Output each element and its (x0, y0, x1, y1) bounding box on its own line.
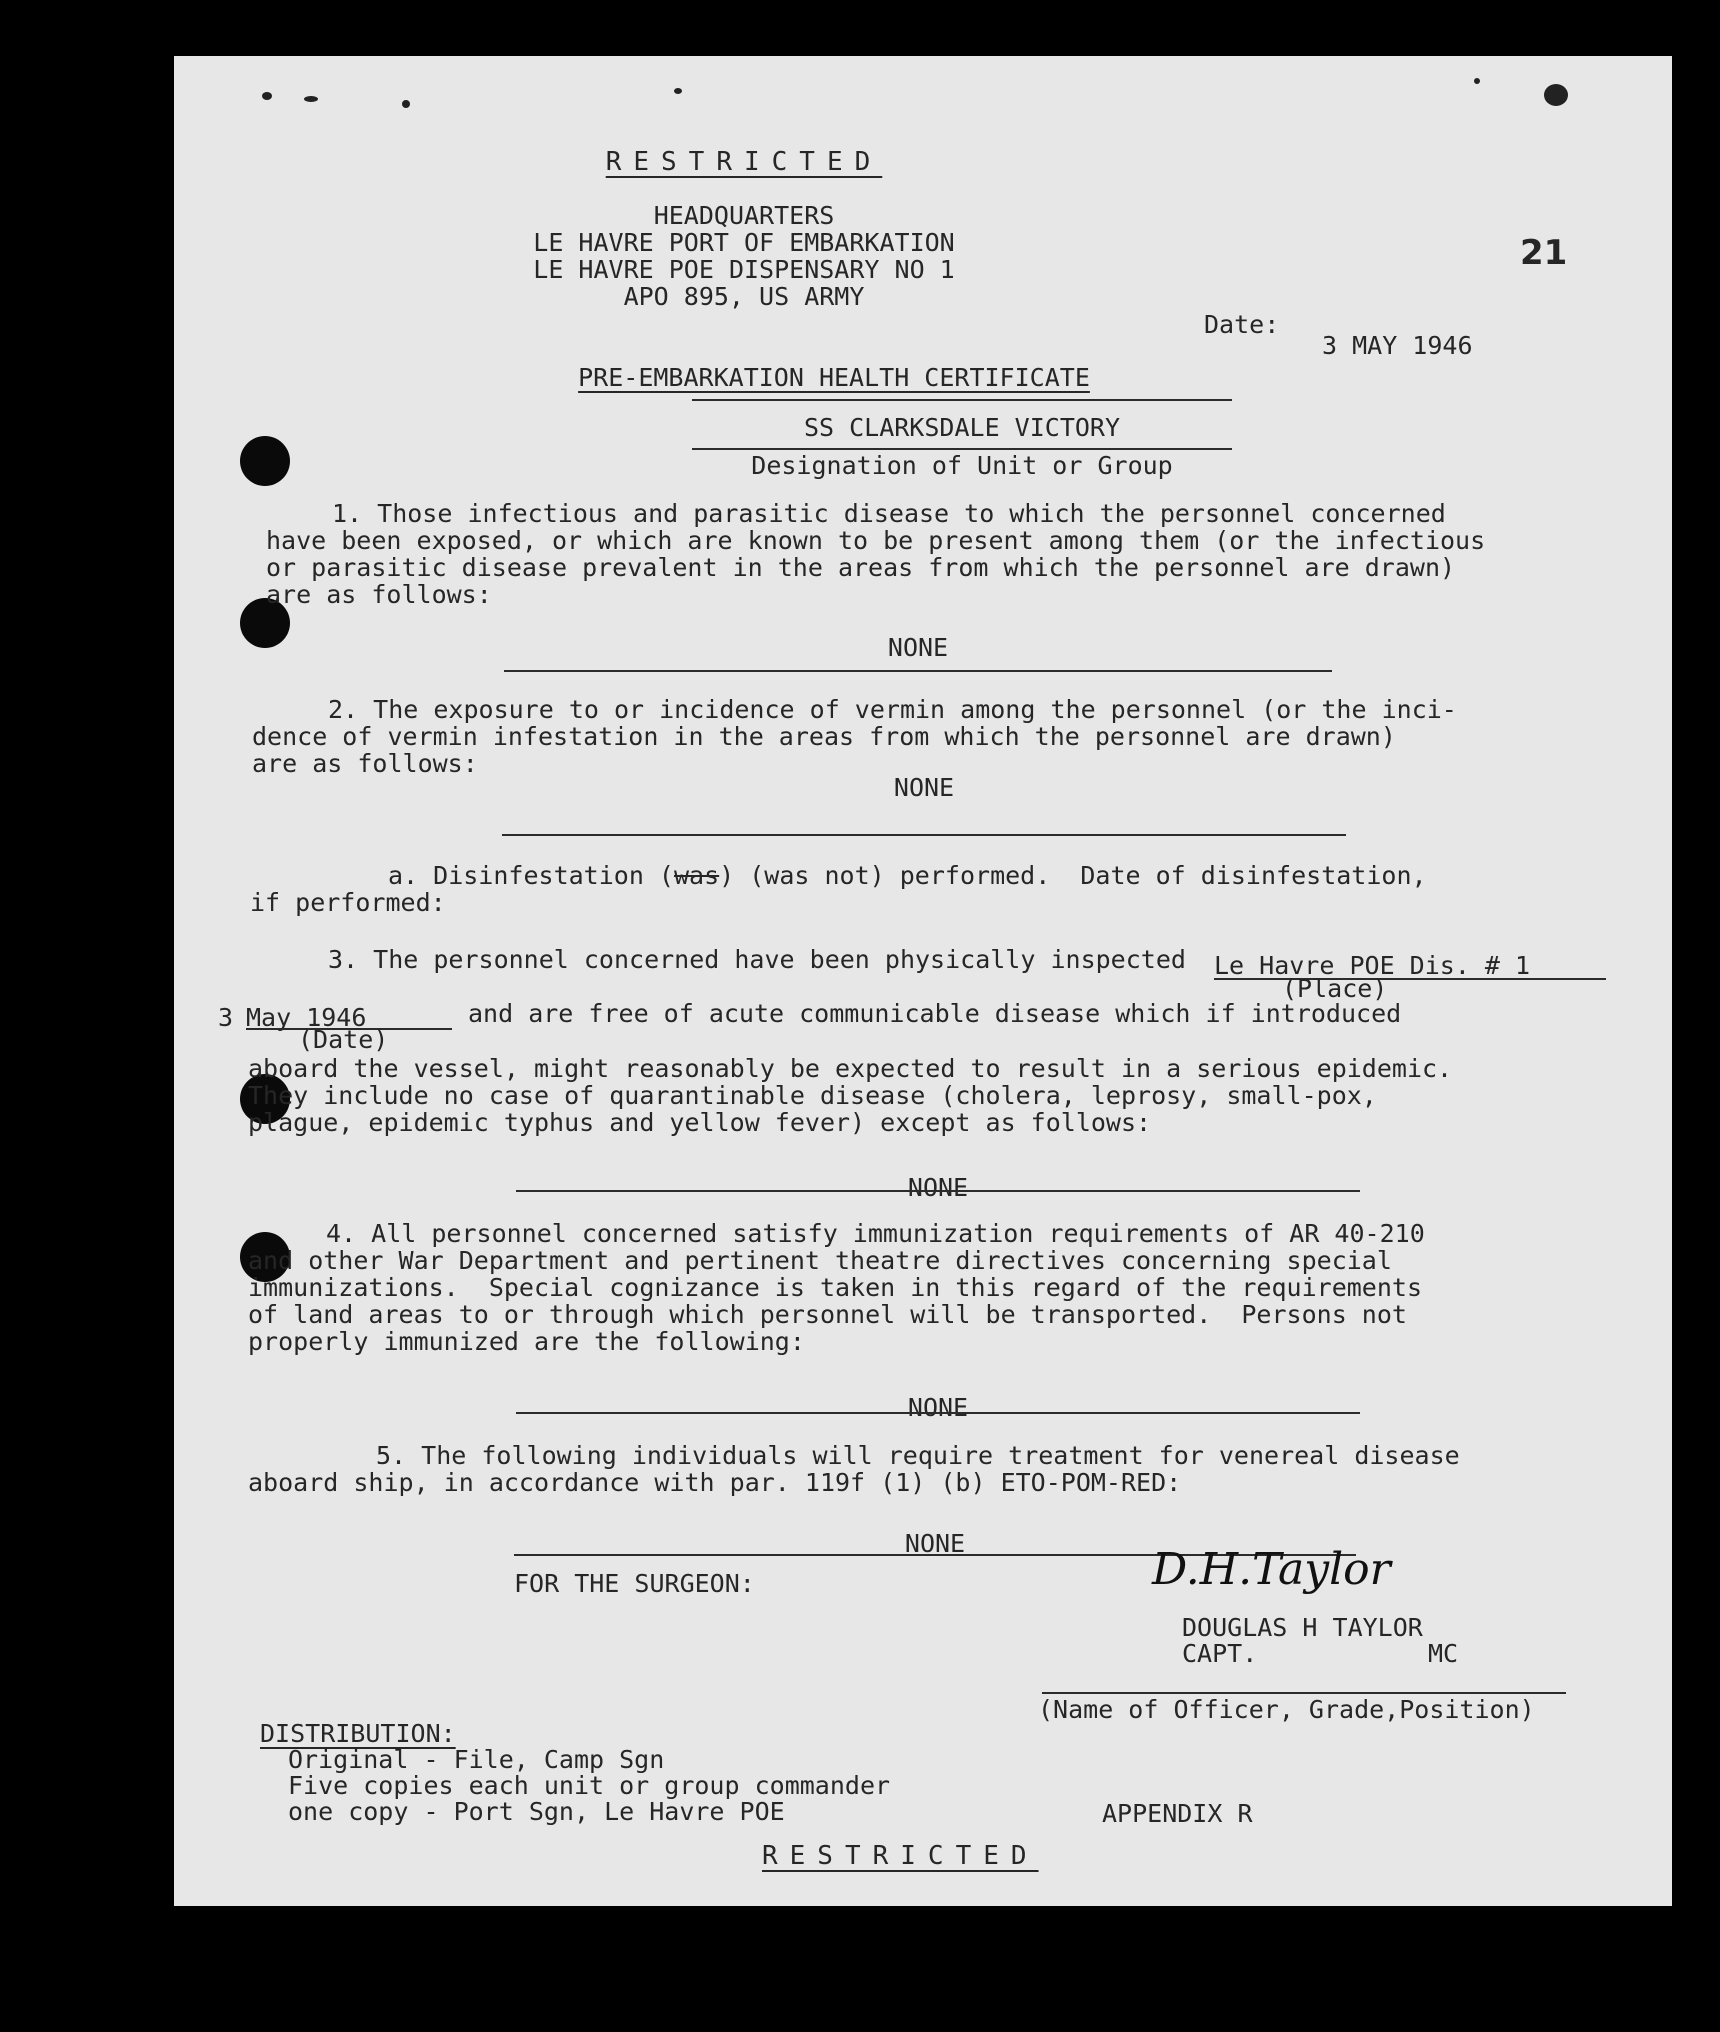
unit-designation-caption: Designation of Unit or Group (751, 451, 1173, 480)
paragraph-3-line-5: plague, epidemic typhus and yellow fever) except as follows: (248, 1108, 1152, 1137)
punch-hole (240, 436, 290, 486)
paragraph-1-line-3: or parasitic disease prevalent in the areas from which the personnel are drawn) (266, 553, 1456, 582)
page-number: 21 (1520, 233, 1568, 273)
paragraph-3-answer-line (516, 1190, 1360, 1192)
officer-caption: (Name of Officer, Grade,Position) (1038, 1695, 1535, 1724)
paragraph-4-line-5: properly immunized are the following: (248, 1327, 805, 1356)
officer-grade: CAPT. (1182, 1639, 1258, 1668)
officer-signature: D.H.Taylor (1152, 1544, 1391, 1595)
document-sheet (174, 56, 1672, 1906)
paragraph-4-line-4: of land areas to or through which personnel will be transported. Persons not (248, 1300, 1407, 1329)
header-line-1: HEADQUARTERS (653, 201, 835, 230)
officer-name: DOUGLAS H TAYLOR (1182, 1613, 1423, 1642)
paragraph-1-line-4: are as follows: (266, 580, 492, 609)
restricted-marking-bottom: RESTRICTED (762, 1841, 1039, 1871)
paragraph-1-answer-line (504, 670, 1332, 672)
paragraph-2a-line-1 (388, 862, 1427, 890)
paragraph-4-answer-line (516, 1412, 1360, 1414)
scan-speck (304, 96, 318, 102)
inspection-place-caption: (Place) (1282, 974, 1388, 1003)
paragraph-2a-post: ) (was not) performed. Date of disinfestation, (719, 861, 1427, 890)
paragraph-4-line-2: and other War Department and pertinent theatre directives concerning special (248, 1246, 1392, 1275)
paragraph-1-line-2: have been exposed, or which are known to be present among them (or the infectious (266, 526, 1486, 555)
date-label: Date: (1204, 310, 1280, 339)
distribution-line-2: Five copies each unit or group commander (288, 1771, 891, 1800)
paragraph-2a-pre: a. Disinfestation ( (388, 861, 674, 890)
distribution-line-1: Original - File, Camp Sgn (288, 1745, 665, 1774)
inspection-date-value: May 1946 (246, 1003, 367, 1032)
paragraph-2-line-2: dence of vermin infestation in the areas from which the personnel are drawn) (252, 722, 1396, 751)
inspection-place-line (1214, 978, 1606, 980)
inspection-date-prefix: 3 (218, 1003, 234, 1032)
restricted-marking-top: RESTRICTED (605, 147, 883, 177)
scan-speck (674, 88, 682, 94)
paragraph-2-answer: NONE (893, 773, 955, 802)
header-line-3: LE HAVRE POE DISPENSARY NO 1 (533, 255, 955, 284)
scan-speck (1544, 84, 1568, 106)
paragraph-2-line-1: 2. The exposure to or incidence of vermin among the personnel (or the inci- (328, 695, 1457, 724)
scan-speck (262, 92, 272, 100)
paragraph-2a-line-2: if performed: (250, 888, 446, 917)
paragraph-1-line-1: 1. Those infectious and parasitic disease to which the personnel concerned (332, 499, 1446, 528)
header-line-2: LE HAVRE PORT OF EMBARKATION (533, 228, 955, 257)
paragraph-3-answer: NONE (907, 1173, 969, 1202)
officer-signature-line (1042, 1692, 1566, 1694)
unit-designation-value: SS CLARKSDALE VICTORY (803, 413, 1121, 442)
paragraph-5-line-2: aboard ship, in accordance with par. 119f (1) (b) ETO-POM-RED: (248, 1468, 1182, 1497)
inspection-place-value: Le Havre POE Dis. # 1 (1214, 951, 1531, 980)
paragraph-4-line-1: 4. All personnel concerned satisfy immunization requirements of AR 40-210 (326, 1219, 1425, 1248)
scan-speck (1474, 78, 1480, 84)
inspection-date-caption: (Date) (298, 1025, 389, 1054)
paragraph-2a-struck-option: was (673, 861, 720, 890)
paragraph-3-line-4: They include no case of quarantinable disease (cholera, leprosy, small-pox, (248, 1081, 1377, 1110)
date-value: 3 MAY 1946 (1322, 331, 1473, 360)
officer-branch: MC (1428, 1639, 1459, 1668)
paragraph-3-line-1: 3. The personnel concerned have been physically inspected (328, 945, 1186, 974)
appendix-label: APPENDIX R (1102, 1799, 1253, 1828)
paragraph-3-line-3: aboard the vessel, might reasonably be expected to result in a serious epidemic. (248, 1054, 1453, 1083)
paragraph-5-answer: NONE (904, 1529, 966, 1558)
paragraph-5-line-1: 5. The following individuals will require treatment for venereal disease (376, 1441, 1460, 1470)
scan-speck (402, 100, 410, 108)
distribution-line-3: one copy - Port Sgn, Le Havre POE (288, 1797, 785, 1826)
unit-designation-line (692, 448, 1232, 450)
paragraph-1-answer: NONE (887, 633, 949, 662)
paragraph-4-answer: NONE (907, 1393, 969, 1422)
paragraph-3-line-2: and are free of acute communicable disease which if introduced (468, 999, 1402, 1028)
header-line-4: APO 895, US ARMY (623, 282, 865, 311)
paragraph-2-answer-line (502, 834, 1346, 836)
certificate-title: PRE-EMBARKATION HEALTH CERTIFICATE (578, 363, 1090, 392)
for-the-surgeon-label: FOR THE SURGEON: (514, 1569, 755, 1598)
title-double-underline (692, 399, 1232, 401)
paragraph-2-line-3: are as follows: (252, 749, 478, 778)
paragraph-4-line-3: immunizations. Special cognizance is taken in this regard of the requirements (248, 1273, 1422, 1302)
distribution-title: DISTRIBUTION: (260, 1719, 456, 1748)
